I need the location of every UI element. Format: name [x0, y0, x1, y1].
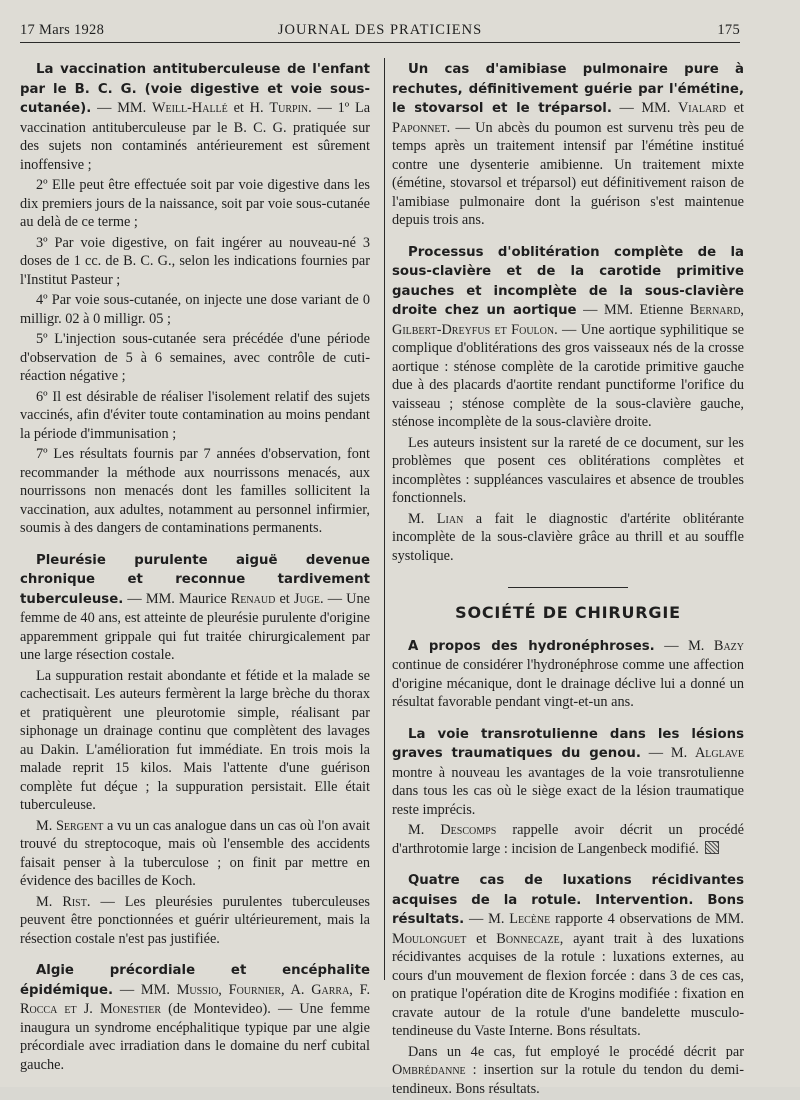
author-name: Sergent — [55, 817, 104, 834]
paragraph-text: Dans un 4e cas, fut employé le procédé décrit par — [408, 1043, 744, 1060]
paragraph — [392, 821, 744, 858]
paragraph: 4º Par voie sous-cutanée, on injecte une dose variant de 0 milligr. 02 à 0 milligr. 05 ; — [20, 292, 370, 327]
article-text: montre à nouveau les avantages de la voie transrotulienne dans tous les cas où le siège exact de la lésion traumatique reste imprécis. — [392, 764, 744, 818]
author-name: Lecène — [509, 911, 551, 927]
paragraph-text: Les pleurésies purulentes tuberculeuses peuvent être ponctionnées et guérir ultérieurement, mais la résection costale n'est pas justifiée. — [20, 893, 370, 947]
author-name: Descomps — [440, 822, 497, 838]
header-page-number: 175 — [717, 22, 740, 38]
paragraph — [392, 1043, 744, 1099]
article-text: 1º La vaccination antituberculeuse par le B. C. G. pratiquée sur des sujets non contaminés antérieurement est sûrement inoffensive ; — [20, 100, 371, 173]
author-prefix: MM. Maurice — [145, 590, 227, 607]
author-location: (de Montevideo). — [168, 1001, 271, 1017]
column-divider — [384, 58, 385, 980]
author-prefix: MM. — [117, 100, 147, 116]
paragraph — [20, 817, 370, 891]
paragraph-text: rapporte 4 observations de MM. — [555, 911, 744, 927]
section-title: SOCIÉTÉ DE CHIRURGIE — [455, 603, 681, 622]
author-name: Turpin — [269, 100, 309, 116]
author-prefix: MM. — [641, 100, 671, 116]
author-prefix: M. — [408, 510, 425, 527]
article-title: Quatre cas de luxations récidivantes acquises de la rotule. Intervention. Bons résultats. — [392, 873, 744, 927]
author-joiner: et — [476, 930, 487, 947]
header-date: 17 Mars 1928 — [20, 22, 105, 38]
author-name: Bazy — [713, 637, 745, 654]
article-title: La vaccination antituberculeuse de l'enfant par le B. C. G. (voie digestive et voie sous-cutanée). — [20, 62, 370, 116]
author-name: Juge — [293, 590, 321, 607]
article-title: Processus d'oblitération complète de la sous-clavière et de la carotide primitive gauches et incomplète de la sous-clavière droite chez un aortique — [392, 244, 744, 318]
author-name: Renaud — [230, 590, 276, 607]
author-name: Alglave — [694, 745, 745, 761]
article-text: continue de considérer l'hydronéphrose comme une affection d'origine mécanique, dont le drainage déclive lui a donné un résultat favorable pendant vingt-et-un ans. — [392, 657, 744, 710]
section-rule — [508, 587, 628, 588]
author-name: Paponnet — [392, 119, 447, 136]
article-title: Un cas d'amibiase pulmonaire pure à rechutes, définitivement guérie par l'émétine, le stovarsol et le tréparsol. — [392, 62, 744, 116]
author-joiner: et H. — [233, 100, 264, 116]
author-name: Mussio, Fournier, A. Garra, F. Rocca et J. Monestier — [20, 981, 371, 1017]
stamp-icon — [705, 841, 719, 854]
paragraph: M. Rist. — Les pleurésies purulentes tuberculeuses peuvent être ponctionnées et guérir ultérieurement, mais la résection costale n'est pas justifiée. — [20, 893, 370, 947]
article-amibiase: Un cas d'amibiase pulmonaire pure à rechutes, définitivement guérie par l'émétine, le stovarsol et le tréparsol. — MM. Vialard et Paponnet. — Un abcès du poumon est survenu très peu de temps après un traitement intensif par l'émétine institué contre une dysenterie amibienne. Un traitement mixte (émétine, stovarsol et tréparsol) eut définitivement raison de l'amibiase pulmonaire dont la guérison s'est maintenue depuis trois ans. — [392, 62, 745, 228]
paragraph-text: rappelle avoir décrit un procédé d'arthrotomie large : incision de Langenbeck modifié. — [392, 822, 745, 857]
header-rule — [20, 42, 740, 43]
article-algie: Algie précordiale et encéphalite épidémique. — MM. Mussio, Fournier, A. Garra, F. Rocca et J. Monestier (de Montevideo). — Une femme inaugura un syndrome encéphalitique typique par une algie précordiale avec irradiation dans le domaine du nerf cubital gauche. — [20, 963, 371, 1073]
author-name: Lian — [436, 510, 464, 527]
article-vaccination: La vaccination antituberculeuse de l'enfant par le B. C. G. (voie digestive et voie sous-cutanée). — MM. Weill-Hallé et H. Turpin. — 1º La vaccination antituberculeuse par le B. C. G. pratiquée sur des sujets non contaminés antérieurement est sûrement inoffensive ; — [20, 62, 371, 173]
article-title: A propos des hydronéphroses. — [408, 638, 655, 654]
article-title: Pleurésie purulente aiguë devenue chronique et reconnue tardivement tuberculeuse. — [20, 552, 370, 607]
article-hydronephroses: A propos des hydronéphroses. — M. Bazy continue de considérer l'hydronéphrose comme une affection d'origine mécanique, dont le drainage déclive lui a donné un résultat favorable pendant vingt-et-un ans. — [392, 637, 745, 710]
author-prefix: M. — [488, 911, 505, 927]
article-obliteration: Processus d'oblitération complète de la sous-clavière et de la carotide primitive gauches et incomplète de la sous-clavière droite chez un aortique — MM. Etienne Bernard, Gilbert-Dreyfus et Foulon. — Une aortique syphilitique se complique d'oblitérations des gros vaisseaux nés de la crosse aortique : sténose complète de la carotide primitive gauche due à des placards d'aortite rendant punctiforme l'orifice du vaisseau ; sténose complète de la sous-clavière gauche, sténose incomplète de la sous-clavière droite. — [392, 244, 744, 430]
paragraph: 6º Il est désirable de réaliser l'isolement relatif des sujets vaccinés, afin d'éviter toute contamination au moins pendant la période d'immunisation ; — [20, 388, 370, 442]
author-name: Rist — [62, 893, 87, 910]
author-name: Bernard, Gilbert-Dreyfus et Foulon — [392, 302, 744, 338]
running-header — [20, 20, 740, 42]
author-joiner: et — [733, 100, 745, 116]
paragraph: La suppuration restait abondante et fétide et la malade se cachectisait. Les auteurs fermèrent la large brèche du thorax et pratiquèrent une pleurotomie simple, réalisant par siphonage un drainage continu que complètent des lavages au Dakin. L'amélioration fut immédiate. En trois mois la malade reprit 15 kilos. Mais l'attente d'une guérison complète fut déçue ; la suppuration persistait. Elle était tuberculeuse. — [20, 667, 370, 813]
paragraph-text: : insertion sur la rotule du tendon du demi-tendineux. Bons résultats. — [392, 1062, 745, 1097]
paragraph: 5º L'injection sous-cutanée sera précédée d'une période d'observation de 5 à 6 semaines, avec contrôle de cuti-réaction négative ; — [20, 331, 370, 384]
paragraph-text: a vu un cas analogue dans un cas où l'on avait trouvé du streptocoque, mais où l'ensemble des accidents faisait penser à la tuberculose ; on finit par mettre en évidence des bacilles de Koch. — [20, 817, 370, 889]
author-prefix: M. — [36, 893, 53, 910]
paragraph: Les auteurs insistent sur la rareté de ce document, sur les problèmes que posent ces oblitérations complètes et incomplètes : suppléances vasculaires et absence de troubles fonctionnels. — [392, 434, 744, 506]
author-prefix: M. — [408, 822, 425, 838]
article-transrotulienne: La voie transrotulienne dans les lésions graves traumatiques du genou. — M. Alglave montre à nouveau les avantages de la voie transrotulienne dans tous les cas où le siège exact de la lésion traumatique reste imprécis. — [392, 726, 745, 818]
author-prefix: MM. — [140, 981, 170, 998]
author-name: Moulonguet — [392, 930, 467, 947]
paragraph — [392, 510, 744, 566]
paragraph: 3º Par voie digestive, on fait ingérer au nouveau-né 3 doses de 1 cc. de B. C. G., selon les indications fournies par l'Institut Pasteur ; — [20, 234, 370, 288]
header-journal-title: JOURNAL DES PRATICIENS — [277, 22, 483, 38]
article-title: Algie précordiale et encéphalite épidémique. — [20, 963, 370, 998]
author-name: Ombrédanne — [392, 1062, 466, 1078]
author-joiner: et — [279, 590, 290, 607]
article-pleuresie: Pleurésie purulente aiguë devenue chronique et reconnue tardivement tuberculeuse. — MM. Maurice Renaud et Juge. — Une femme de 40 ans, est atteinte de pleurésie purulente d'origine apparemment grippale qui fut traitée chirurgicalement par une large résection costale. — [20, 552, 370, 663]
article-title: La voie transrotulienne dans les lésions graves traumatiques du genou. — [392, 726, 744, 761]
author-prefix: M. — [688, 637, 705, 654]
author-name: Bonnecaze — [496, 930, 560, 947]
article-text: Une femme inaugura un syndrome encéphalitique typique par une algie précordiale avec irradiation dans le domaine du nerf cubital gauche. — [20, 1001, 370, 1073]
article-text: Une femme de 40 ans, est atteinte de pleurésie purulente d'origine apparemment grippale qui fut traitée chirurgicalement par une large résection costale. — [20, 590, 370, 663]
right-column — [392, 60, 744, 1100]
author-prefix: M. — [670, 745, 688, 761]
author-name: Vialard — [677, 100, 727, 116]
article-text: Un abcès du poumon est survenu très peu de temps après un traitement intensif par l'émétine institué contre une dysenterie amibienne. Un traitement mixte (émétine, stovarsol et tréparsol) eut définitivement raison de l'amibiase pulmonaire dont la guérison s'est maintenue depuis trois ans. — [392, 119, 744, 228]
article-luxations: Quatre cas de luxations récidivantes acquises de la rotule. Intervention. Bons résultats. — M. Lecène rapporte 4 observations de MM. Moulonguet et Bonnecaze, ayant trait à des luxations récidivantes acquises de la rotule : luxations externes, au cours d'un mouvement de flexion forcée : dans 3 de ces cas, on pratique l'opération dite de Krogins modifiée : fixation en cravate autour de la rotule d'une bandelette musculo-tendineuse du Vaste Interne. Bons résultats. — [392, 873, 745, 1039]
article-text: , ayant trait à des luxations récidivantes acquises de la rotule : luxations externes, au cours d'un mouvement de flexion forcée : dans 3 de ces cas, on pratique l'opération dite de Krogins modifiée : fixation en cravate autour de la rotule d'une bandelette musculo-tendineuse du Vaste Interne. Bons résultats. — [392, 930, 745, 1039]
left-column — [20, 60, 370, 1076]
paragraph-text: a fait le diagnostic d'artérite oblitérante incomplète de la sous-clavière grâce au thrill et au souffle systolique. — [392, 510, 744, 564]
paragraph: 7º Les résultats fournis par 7 années d'observation, font recommander la méthode aux nourrissons menacés, aux nourrissons non menacés dont les familles sollicitent la vaccination, aux adultes, notamment au personnel infirmier, soumis à des dangers de contaminations permanents. — [20, 446, 370, 536]
author-name: Weill-Hallé — [151, 100, 228, 116]
article-text: Une aortique syphilitique se complique d'oblitérations des gros vaisseaux nés de la crosse aortique : sténose complète de la carotide primitive gauche due à des placards d'aortite rendant punctiforme l'orifice du vaisseau ; sténose complète de la sous-clavière gauche, sténose incomplète de la sous-clavière droite. — [392, 321, 744, 430]
author-prefix: M. — [36, 817, 53, 834]
author-prefix: MM. Etienne — [603, 302, 684, 318]
paragraph: 2º Elle peut être effectuée soit par voie digestive dans les dix premiers jours de la naissance, soit par voie sous-cutanée au delà de ce terme ; — [20, 177, 370, 230]
